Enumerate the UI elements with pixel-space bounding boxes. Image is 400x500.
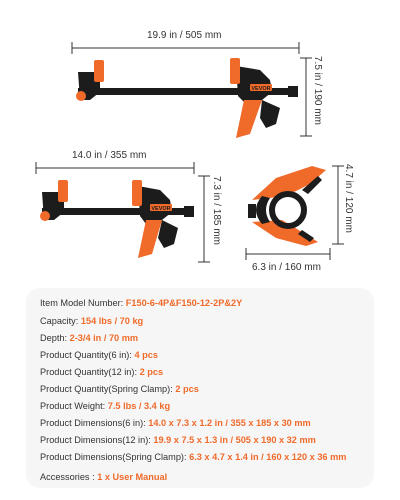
spec-label: Product Quantity(6 in): — [40, 350, 135, 360]
spec-value: 2 pcs — [139, 367, 164, 377]
spec-label: Accessories : — [40, 472, 98, 482]
spec-label: Product Quantity(Spring Clamp): — [40, 384, 176, 394]
specifications-panel — [26, 288, 374, 488]
spec-value: 2 pcs — [175, 384, 199, 394]
spec-label: Product Weight: — [40, 401, 108, 411]
clamp6-width-label: 14.0 in / 355 mm — [72, 150, 147, 161]
spec-row — [40, 401, 170, 411]
spec-value: 19.9 x 7.5 x 1.3 in / 505 x 190 x 32 mm — [153, 435, 316, 445]
clamp12-width-label: 19.9 in / 505 mm — [147, 30, 222, 41]
spec-row — [40, 333, 138, 343]
spec-label: Product Dimensions(12 in): — [40, 435, 154, 445]
spec-value: 1 x User Manual — [97, 472, 168, 482]
spec-value: 154 lbs / 70 kg — [80, 316, 144, 326]
spec-label: Item Model Number: — [40, 298, 126, 308]
spring-width-dimension — [246, 248, 330, 260]
spec-label: Capacity: — [40, 316, 81, 326]
spec-label: Depth: — [40, 333, 70, 343]
spec-value: 6.3 x 4.7 x 1.4 in / 160 x 120 x 36 mm — [189, 452, 347, 462]
clamp6-height-dimension — [198, 176, 210, 262]
spec-row — [40, 350, 158, 360]
svg-text:VEVOR: VEVOR — [251, 86, 271, 92]
spec-value: 2-3/4 in / 70 mm — [69, 333, 139, 343]
clamp12-height-label: 7.5 in / 190 mm — [312, 56, 323, 125]
svg-text:VEVOR: VEVOR — [151, 206, 171, 212]
spec-row — [40, 418, 311, 428]
clamp6-width-dimension — [36, 162, 194, 174]
spec-value: 7.5 lbs / 3.4 kg — [107, 401, 171, 411]
spec-row — [40, 452, 346, 462]
spec-row — [40, 384, 199, 394]
spring-clamp — [248, 166, 326, 246]
spec-label: Product Dimensions(6 in): — [40, 418, 149, 428]
spec-row — [40, 298, 242, 308]
spec-value: 4 pcs — [134, 350, 158, 360]
spec-value: F150-6-4P&F150-12-2P&2Y — [125, 298, 243, 308]
bar-clamp-12in — [76, 58, 298, 138]
bar-clamp-6in — [40, 180, 194, 258]
clamp12-width-dimension — [72, 42, 299, 54]
spec-label: Product Quantity(12 in): — [40, 367, 140, 377]
spec-label: Product Dimensions(Spring Clamp): — [40, 452, 190, 462]
spec-value: 14.0 x 7.3 x 1.2 in / 355 x 185 x 30 mm — [148, 418, 311, 428]
spring-width-label: 6.3 in / 160 mm — [252, 262, 321, 273]
spec-row — [40, 435, 316, 445]
spec-row — [40, 472, 167, 482]
clamp6-height-label: 7.3 in / 185 mm — [211, 176, 222, 245]
spec-row — [40, 367, 163, 377]
spring-height-label: 4.7 in / 120 mm — [343, 164, 354, 233]
spec-row — [40, 316, 143, 326]
clamp12-height-dimension — [300, 58, 312, 136]
